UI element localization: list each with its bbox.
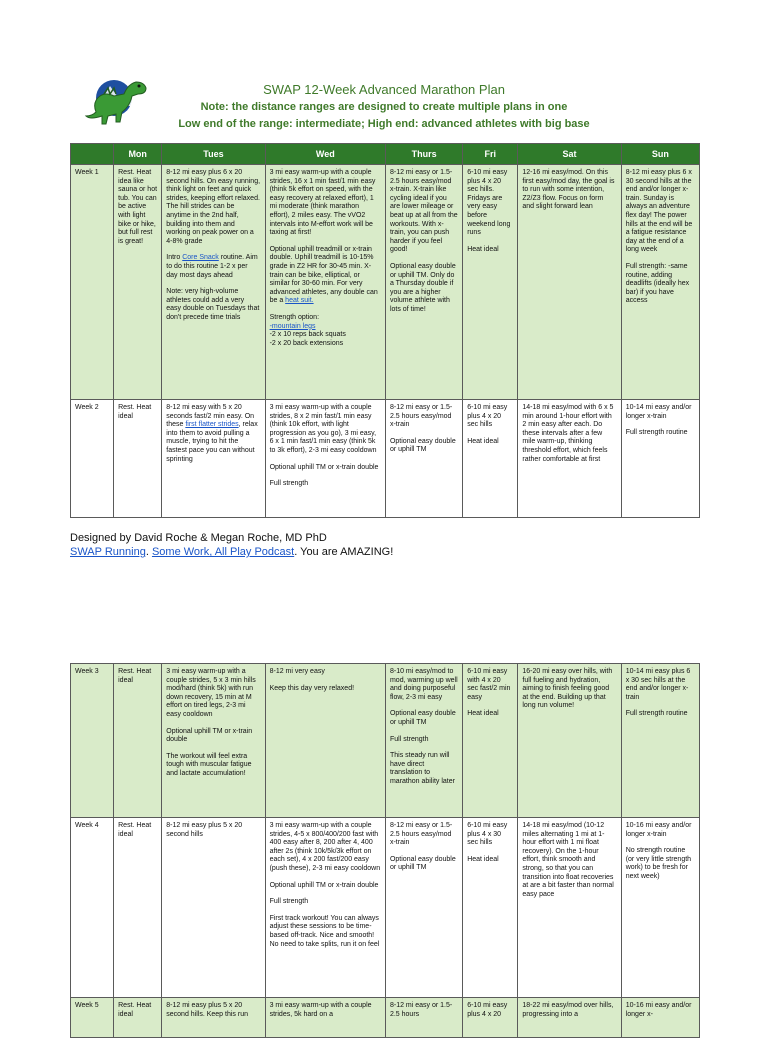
cell-mon: Rest. Heat ideal (114, 998, 162, 1038)
day-mon: Mon (114, 144, 162, 165)
cell-mon: Rest. Heat ideal (114, 818, 162, 998)
cell-thurs: 8-12 mi easy or 1.5-2.5 hours easy/mod x-train. X-train like cycling ideal if you are lower mileage or beat up at all from the workouts. With x-train, you can push harder if you feel good! Optional easy double or uphill TM. Only do a Thursday double if you are a higher volume athlete with lots of time! (385, 165, 462, 400)
plan-table-weeks-1-2 (70, 143, 700, 518)
day-fri: Fri (463, 144, 518, 165)
table-row-week-5 (71, 998, 700, 1038)
cell-sat: 14-18 mi easy/mod with 6 x 5 min around 1-hour effort with 2 min easy after each. Do these intervals after a few mile warm-up, thinking threshold effort, which feels rather comfortable at first (518, 400, 621, 518)
day-wed: Wed (265, 144, 385, 165)
cell-wed: 8-12 mi very easy Keep this day very relaxed! (265, 664, 385, 818)
mountain-legs-link[interactable]: -mountain legs (269, 322, 316, 330)
cell-tues: 8-12 mi easy plus 5 x 20 second hills. Keep this run (162, 998, 265, 1038)
credits: Designed by David Roche & Megan Roche, MD PhD SWAP Running. Some Work, All Play Podcast. You are AMAZING! (70, 532, 394, 558)
day-header-row (71, 144, 700, 165)
note-line: Note: the distance ranges are designed to create multiple plans in one (200, 101, 568, 113)
cell-fri: 6-10 mi easy plus 4 x 20 sec hills. Fridays are very easy before weekend long runs Heat ideal (463, 165, 518, 400)
dinosaur-logo-icon (84, 72, 148, 128)
cell-thurs: 8-12 mi easy or 1.5-2.5 hours (385, 998, 462, 1038)
cell-sun: 8-12 mi easy plus 6 x 30 second hills at the end and/or longer x-train. Sunday is always an adventure flex day! The power hills at the end will be a fatigue resistance day at the end of a long week Full strength: -same routine, adding deadlifts (ideally hex bar) if you have access (621, 165, 699, 400)
heat-suit-link[interactable]: heat suit. (285, 297, 314, 305)
swap-running-link[interactable]: SWAP Running (70, 546, 146, 558)
cell-mon: Rest. Heat idea like sauna or hot tub. You can be active with light bike or hike, but full rest is great! (114, 165, 162, 400)
cell-tues: 8-12 mi easy plus 5 x 20 second hills (162, 818, 265, 998)
cell-fri: 6-10 mi easy plus 4 x 20 (463, 998, 518, 1038)
cell-thurs: 8-12 mi easy or 1.5-2.5 hours easy/mod x-train Optional easy double or uphill TM (385, 400, 462, 518)
range-line: Low end of the range: intermediate; High end: advanced athletes with big base (178, 118, 590, 130)
table-row-week-2 (71, 400, 700, 518)
cell-thurs: 8-10 mi easy/mod to mod, warming up well and doing purposeful flow, 2-3 mi easy Optional easy double or uphill TM Full strength This steady run will have direct translation to marathon ability later (385, 664, 462, 818)
table-row-week-4 (71, 818, 700, 998)
cell-sat: 18-22 mi easy/mod over hills, progressing into a (518, 998, 621, 1038)
cell-sat: 14-18 mi easy/mod (10-12 miles alternating 1 mi at 1-hour effort with 1 mi float recovery). On the 1-hour effort, think smooth and strong, so that you can transition into float recoveries at are a bit faster than normal easy pace (518, 818, 621, 998)
cell-wed: 3 mi easy warm-up with a couple strides, 4-5 x 800/400/200 fast with 400 easy after 8, 200 after 4, 400 after 2s (think 10k/5k/3k effort on each set), 4 x 200 fast/200 easy (push these), 2-3 mi easy cooldown Optional uphill TM or x-train double Full strength First track workout! You can always adjust these sessions to be time-based off-track. Nice and smooth! No need to take splits, run it on feel (265, 818, 385, 998)
cell-sun: 10-14 mi easy and/or longer x-train Full strength routine (621, 400, 699, 518)
day-thurs: Thurs (385, 144, 462, 165)
plan-header (160, 82, 608, 134)
cell-sat: 16-20 mi easy over hills, with full fueling and hydration, aiming to finish feeling good at the end. Building up that long run volume! (518, 664, 621, 818)
corner-cell (71, 144, 114, 165)
day-tues: Tues (162, 144, 265, 165)
cell-wed: 3 mi easy warm-up with a couple strides, 5k hard on a (265, 998, 385, 1038)
core-snack-link[interactable]: Core Snack (182, 254, 219, 262)
cell-tues: 8-12 mi easy plus 6 x 20 second hills. On easy running, think light on feet and quick strides, keeping effort relaxed. The hill strides can be anytime in the 2nd half, building into them and working on peak power on a 4-8% grade Intro Core Snack routine. Aim to do this routine 1-2 x per day most days ahead Note: very high-volume athletes could add a very easy double on Tuesdays that don't precede time trials (162, 165, 265, 400)
cell-mon: Rest. Heat ideal (114, 400, 162, 518)
cell-sun: 10-14 mi easy plus 6 x 30 sec hills at the end and/or longer x-train Full strength routine (621, 664, 699, 818)
week-label: Week 5 (71, 998, 114, 1038)
cell-fri: 6-10 mi easy plus 4 x 30 sec hills Heat ideal (463, 818, 518, 998)
cell-thurs: 8-12 mi easy or 1.5-2.5 hours easy/mod x-train Optional easy double or uphill TM (385, 818, 462, 998)
table-row-week-3 (71, 664, 700, 818)
cell-sun: 10-16 mi easy and/or longer x-train No strength routine (or very little strength work) to be fresh for next week) (621, 818, 699, 998)
cell-sun: 10-16 mi easy and/or longer x- (621, 998, 699, 1038)
cell-sat: 12-16 mi easy/mod. On this first easy/mod day, the goal is to run with some intention, Z2/Z3 flow. Focus on form and slight forward lean (518, 165, 621, 400)
cell-wed: 3 mi easy warm-up with a couple strides, 16 x 1 min fast/1 min easy (think 5k effort on speed, with the easy recovery at relaxed effort), 1 mi moderate (think marathon effort), 2 miles easy. The vVO2 intervals into M-effort work will be taxing at first! Optional uphill treadmill or x-train double. Uphill treadmill is 10-15% grade in Z2 HR for 30-45 min. X-train can be bike, elliptical, or similar for 30-60 min. For very advanced athletes, any double can be a heat suit. Strength option: -mountain legs -2 x 10 reps back squats -2 x 20 back extensions (265, 165, 385, 400)
week-label: Week 3 (71, 664, 114, 818)
cell-wed: 3 mi easy warm-up with a couple strides, 8 x 2 min fast/1 min easy (think 10k effort, with light progression as you go), 3 mi easy, 6 x 1 min fast/1 min easy (think 5k to 3k effort), 2-3 mi easy cooldown Optional uphill TM or x-train double Full strength (265, 400, 385, 518)
week-label: Week 1 (71, 165, 114, 400)
cell-mon: Rest. Heat ideal (114, 664, 162, 818)
first-flatter-strides-link[interactable]: first flatter strides (185, 421, 239, 429)
table-row-week-1 (71, 165, 700, 400)
cell-fri: 6-10 mi easy plus 4 x 20 sec hills Heat ideal (463, 400, 518, 518)
day-sat: Sat (518, 144, 621, 165)
designed-by: Designed by David Roche & Megan Roche, MD PhD (70, 532, 327, 544)
cell-tues: 8-12 mi easy with 5 x 20 seconds fast/2 min easy. On these first flatter strides, relax into them to avoid pulling a muscle, trying to hit the fastest pace you can without sprinting (162, 400, 265, 518)
plan-table-weeks-3-5 (70, 663, 700, 1038)
podcast-link[interactable]: Some Work, All Play Podcast (151, 546, 295, 558)
cell-tues: 3 mi easy warm-up with a couple strides, 5 x 3 min hills mod/hard (think 5k) with run down recovery, 15 min at M effort on tired legs, 2-3 mi easy cooldown Optional uphill TM or x-train double The workout will feel extra tough with muscular fatigue and lactate accumulation! (162, 664, 265, 818)
cell-fri: 6-10 mi easy with 4 x 20 sec fast/2 min easy Heat ideal (463, 664, 518, 818)
day-sun: Sun (621, 144, 699, 165)
week-label: Week 2 (71, 400, 114, 518)
week-label: Week 4 (71, 818, 114, 998)
page-title: SWAP 12-Week Advanced Marathon Plan (263, 82, 505, 97)
